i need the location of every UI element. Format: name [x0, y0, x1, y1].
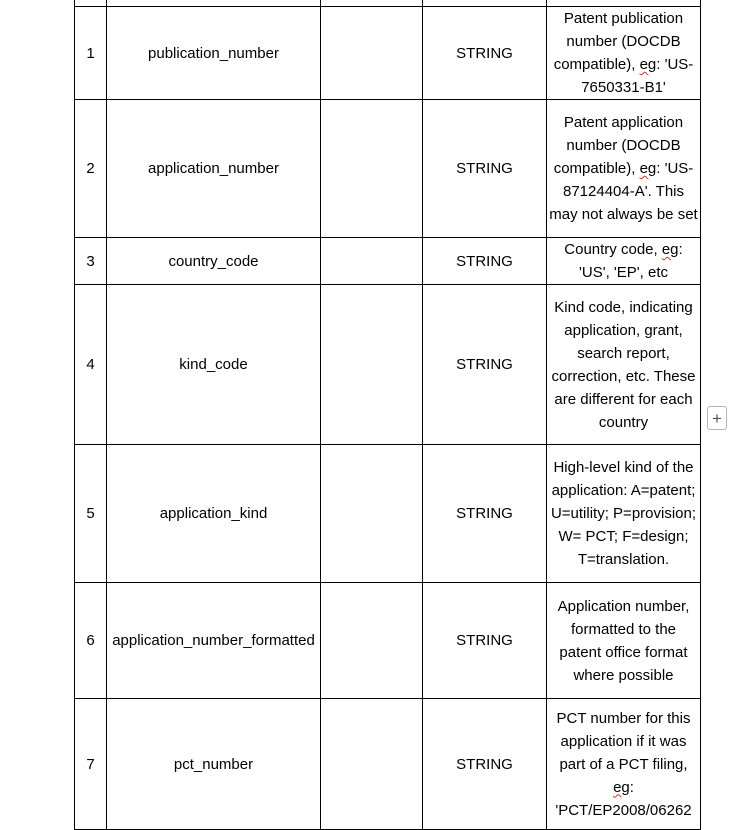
- table-row: [75, 583, 701, 699]
- description-text: : 'US-7650331-B1': [581, 56, 694, 96]
- field-mode[interactable]: [321, 7, 423, 100]
- field-name[interactable]: country_code: [107, 238, 321, 285]
- field-mode[interactable]: [321, 238, 423, 285]
- description-text: PCT number for this application if it was part of a PCT filing,: [556, 709, 691, 773]
- description-text: : 'PCT/EP2008/06262: [555, 778, 692, 819]
- description-text: Kind code, indicating application, grant, search report, correction, etc. These are different for each country: [551, 298, 696, 431]
- spellcheck-word: eg: [613, 778, 630, 796]
- spellcheck-word: eg: [661, 241, 679, 258]
- description-text: Patent application number (DOCDB compatible),: [553, 114, 684, 177]
- row-index[interactable]: 6: [75, 583, 107, 699]
- field-type[interactable]: STRING: [423, 583, 547, 699]
- field-name[interactable]: pct_number: [107, 699, 321, 830]
- row-index[interactable]: 7: [75, 699, 107, 830]
- field-name[interactable]: application_kind: [107, 445, 321, 583]
- field-description[interactable]: [547, 699, 701, 830]
- table-row: [75, 285, 701, 445]
- row-index[interactable]: 3: [75, 238, 107, 285]
- row-index[interactable]: 4: [75, 285, 107, 445]
- field-name[interactable]: application_number_formatted: [107, 583, 321, 699]
- field-mode[interactable]: [321, 583, 423, 699]
- field-type[interactable]: STRING: [423, 7, 547, 100]
- field-mode[interactable]: [321, 285, 423, 445]
- field-mode[interactable]: [321, 699, 423, 830]
- description-text: Patent publication number (DOCDB compatible),: [553, 10, 684, 73]
- row-index[interactable]: 1: [75, 7, 107, 100]
- row-index[interactable]: 5: [75, 445, 107, 583]
- spellcheck-word: eg: [639, 56, 657, 73]
- field-description[interactable]: [547, 583, 701, 699]
- field-name[interactable]: publication_number: [107, 7, 321, 100]
- field-name[interactable]: kind_code: [107, 285, 321, 445]
- description-text: : 'US', 'EP', etc: [579, 241, 683, 281]
- add-row-button[interactable]: [707, 406, 727, 430]
- row-index[interactable]: 2: [75, 100, 107, 238]
- table-row: [75, 699, 701, 830]
- spellcheck-word: eg: [639, 160, 657, 177]
- plus-icon: +: [712, 408, 722, 428]
- description-text: Application number, formatted to the patent office format where possible: [557, 597, 690, 684]
- field-name[interactable]: application_number: [107, 100, 321, 238]
- schema-table: [74, 0, 701, 830]
- field-description[interactable]: [547, 445, 701, 583]
- table-row: [75, 7, 701, 100]
- field-description[interactable]: [547, 238, 701, 285]
- table-row: [75, 445, 701, 583]
- field-description[interactable]: [547, 100, 701, 238]
- description-text: Country code,: [564, 241, 662, 258]
- description-text: : 'US-87124404-A'. This may not always be set: [549, 160, 698, 223]
- field-mode[interactable]: [321, 445, 423, 583]
- field-type[interactable]: STRING: [423, 100, 547, 238]
- field-description[interactable]: [547, 7, 701, 100]
- field-mode[interactable]: [321, 100, 423, 238]
- table-row: [75, 100, 701, 238]
- description-text: High-level kind of the application: A=patent; U=utility; P=provision; W= PCT; F=design; T=translation.: [550, 459, 697, 568]
- field-type[interactable]: STRING: [423, 699, 547, 830]
- field-type[interactable]: STRING: [423, 285, 547, 445]
- field-description[interactable]: [547, 285, 701, 445]
- table-row: [75, 238, 701, 285]
- field-type[interactable]: STRING: [423, 238, 547, 285]
- field-type[interactable]: STRING: [423, 445, 547, 583]
